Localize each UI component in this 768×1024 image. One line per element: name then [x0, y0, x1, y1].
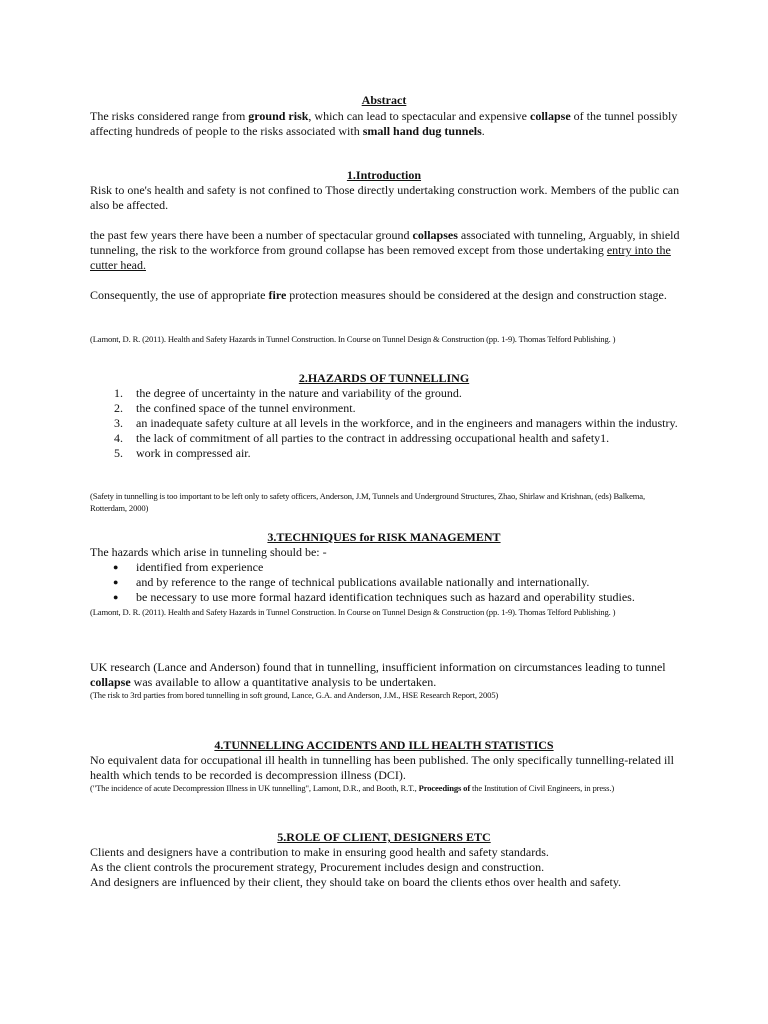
techniques-heading: 3.TECHNIQUES for RISK MANAGEMENT — [267, 530, 501, 544]
hazards-heading: 2.HAZARDS OF TUNNELLING — [298, 371, 470, 385]
list-item: 2. the confined space of the tunnel environment. — [114, 401, 356, 415]
bullet-icon: ● — [113, 592, 119, 602]
role-line-2: As the client controls the procurement strategy, Procurement includes design and construction. — [90, 860, 545, 874]
list-item: ● identified from experience — [113, 560, 264, 574]
introduction-paragraph-1: Risk to one's health and safety is not confined to Those directly undertaking construction work. Members of the public can also be affected. — [90, 183, 680, 212]
list-item: ● be necessary to use more formal hazard identification techniques such as hazard and operability studies. — [113, 590, 635, 604]
bullet-icon: ● — [113, 562, 119, 572]
role-heading: 5.ROLE OF CLIENT, DESIGNERS ETC — [277, 830, 491, 844]
accidents-heading: 4.TUNNELLING ACCIDENTS AND ILL HEALTH STATISTICS — [214, 738, 554, 752]
list-item: 4. the lack of commitment of all parties to the contract in addressing occupational health and safety1. — [114, 431, 610, 445]
introduction-citation: (Lamont, D. R. (2011). Health and Safety Hazards in Tunnel Construction. In Course on Tunnel Design & Construction (pp. 1-9). Thomas Telford Publishing. ) — [90, 334, 616, 344]
abstract-paragraph: The risks considered range from ground risk, which can lead to spectacular and expensive collapse of the tunnel possibly affecting hundreds of people to the risks associated with small hand dug tunnels. — [90, 109, 678, 138]
role-line-3: And designers are influenced by their client, they should take on board the clients ethos over health and safety. — [90, 875, 622, 889]
list-item: 5. work in compressed air. — [114, 446, 251, 460]
list-item: 3. an inadequate safety culture at all levels in the workforce, and in the engineers and managers within the industry. — [114, 416, 678, 430]
hazards-list — [90, 386, 680, 461]
accidents-paragraph: No equivalent data for occupational ill health in tunnelling has been published. The only specifically tunnelling-related ill health which tends to be recorded is decompression illness (DCI). — [90, 753, 674, 782]
uk-research-paragraph: UK research (Lance and Anderson) found that in tunnelling, insufficient information on circumstances leading to tunnel collapse was available to allow a quantitative analysis to be undertaken. — [90, 660, 666, 689]
bullet-icon: ● — [113, 577, 119, 587]
introduction-heading: 1.Introduction — [346, 168, 422, 182]
techniques-list — [90, 560, 680, 605]
uk-research-citation: (The risk to 3rd parties from bored tunnelling in soft ground, Lance, G.A. and Anderson, J.M., HSE Research Report, 2005) — [90, 690, 499, 700]
role-line-1: Clients and designers have a contribution to make in ensuring good health and safety standards. — [90, 845, 549, 859]
introduction-paragraph-2: the past few years there have been a number of spectacular ground collapses associated with tunneling, Arguably, in shield tunneling, the risk to the workforce from ground collapse has been removed except from those undertaking entry into the cutter head. — [90, 228, 680, 272]
accidents-citation: ("The incidence of acute Decompression Illness in UK tunnelling", Lamont, D.R., and Booth, R.T., Proceedings of the Institution of Civil Engineers, in press.) — [90, 783, 615, 793]
abstract-heading: Abstract — [361, 93, 407, 107]
techniques-intro: The hazards which arise in tunneling should be: - — [90, 545, 327, 559]
hazards-citation: (Safety in tunnelling is too important to be left only to safety officers, Anderson, J.M, Tunnels and Underground Structures, Zhao, Shirlaw and Krishnan, (eds) Balkema, Rotterdam, 2000) — [90, 491, 645, 513]
list-item: ● and by reference to the range of technical publications available nationally and internationally. — [113, 575, 590, 589]
list-item: 1. the degree of uncertainty in the nature and variability of the ground. — [114, 386, 462, 400]
techniques-citation: (Lamont, D. R. (2011). Health and Safety Hazards in Tunnel Construction. In Course on Tunnel Design & Construction (pp. 1-9). Thomas Telford Publishing. ) — [90, 607, 616, 617]
introduction-paragraph-3: Consequently, the use of appropriate fire protection measures should be considered at the design and construction stage. — [90, 288, 667, 302]
